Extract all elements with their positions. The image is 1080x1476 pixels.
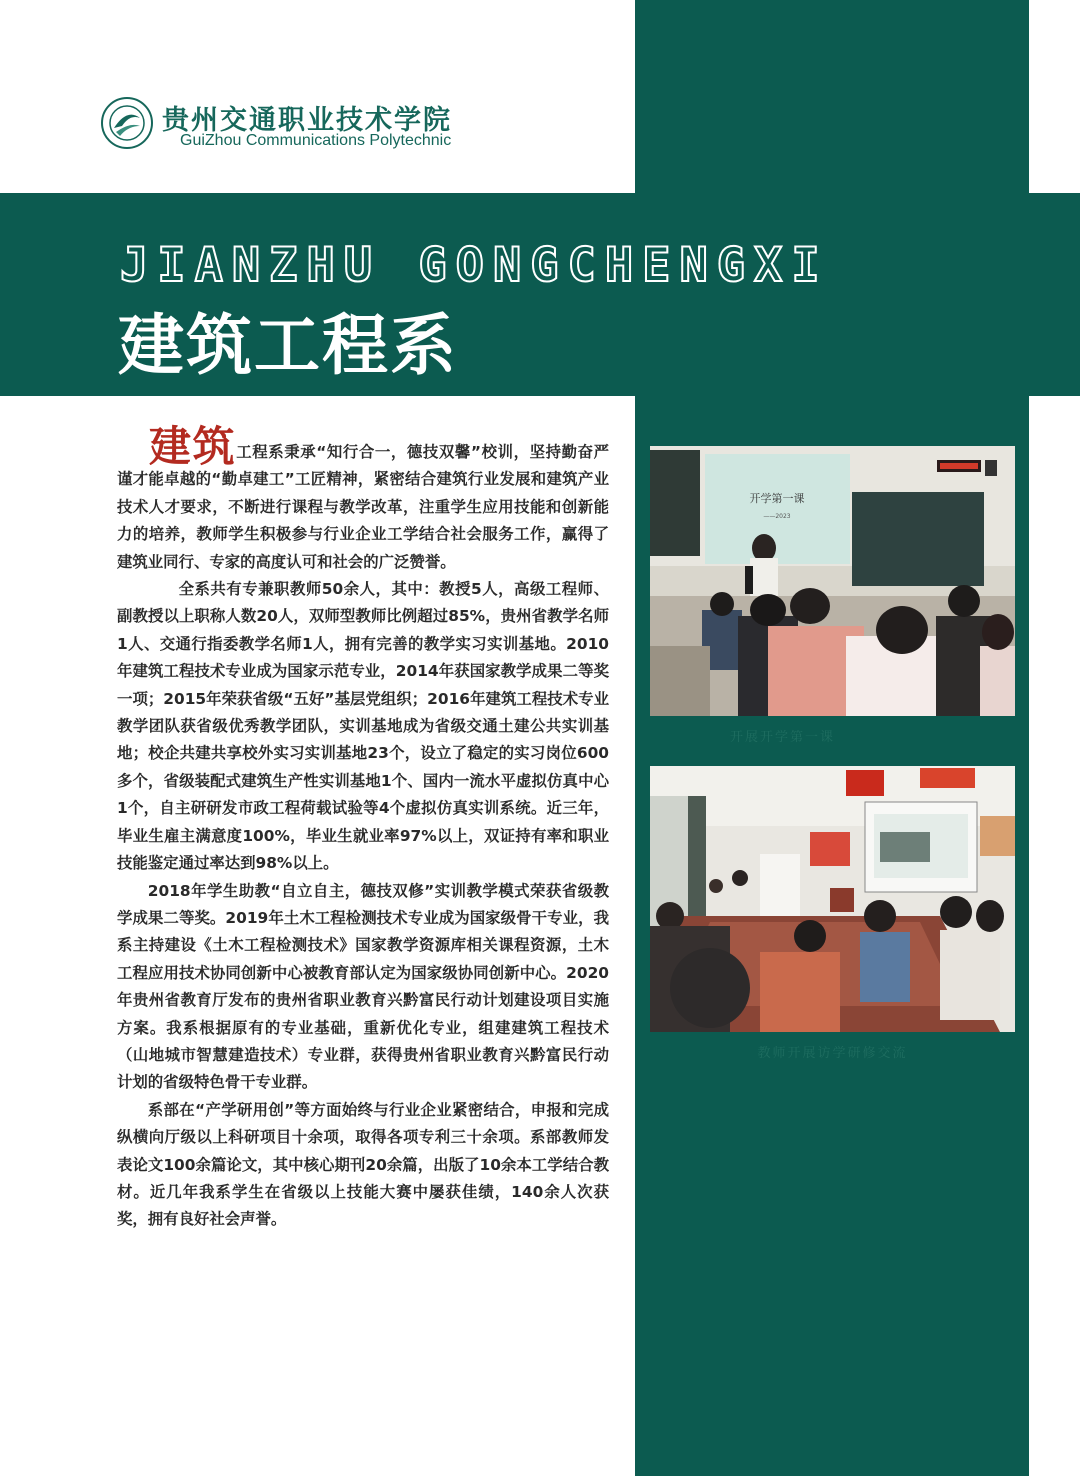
school-emblem-icon (100, 96, 154, 150)
projector-screen-subtitle: ——2023 (763, 513, 791, 520)
department-title: 建筑工程系 (118, 307, 458, 384)
projector-screen-title: 开学第一课 (749, 492, 805, 505)
school-name-cn: 贵州交通职业技术学院 (162, 105, 452, 136)
school-name-en: GuiZhou Communications Polytechnic (180, 132, 452, 149)
intro-paragraph-2: 全系共有专兼职教师50余人，其中：教授5人，高级工程师、副教授以上职称人数20人，双师型教师比例超过85%，贵州省教学名师1人、交通行指委教学名师1人，拥有完善的教学实习实训基地。2010年建筑工程技术专业成为国家示范专业，2014年获国家教学成果二等奖一项；2015年荣获省级“五好”基层党组织；2016年建筑工程技术专业教学团队获省级优秀教学团队，实训基地成为省级交通土建公共实训基地；校企共建共享校外实习实训基地23个，设立了稳定的实习岗位600多个，省级装配式建筑生产性实训基地1个、国内一流水平虚拟仿真中心1个，自主研研发市政工程荷载试验等4个虚拟仿真实训系统。近三年，毕业生雇主满意度100%，毕业生就业率97%以上，双证持有率和职业技能鉴定通过率达到98%以上。 (117, 580, 609, 873)
meeting-photo (650, 766, 1015, 1032)
department-introduction (117, 422, 609, 1234)
intro-paragraph-4: 系部在“产学研用创”等方面始终与行业企业紧密结合，申报和完成纵横向厅级以上科研项目十余项，取得各项专利三十余项。系部教师发表论文100余篇论文，其中核心期刊20余篇，出版了10余本工学结合教材。近几年我系学生在省级以上技能大赛中屡获佳绩，140余人次获奖，拥有良好社会声誉。 (117, 1100, 609, 1229)
dropcap: 建筑 (149, 422, 237, 471)
classroom-photo (650, 446, 1015, 716)
meeting-photo-caption: 教师开展访学研修交流 (757, 1046, 908, 1061)
intro-paragraph-1: 建筑工程系秉承“知行合一，德技双馨”校训，坚持勤奋严谨才能卓越的“勤卓建工”工匠精神，紧密结合建筑行业发展和建筑产业技术人才要求，不断进行课程与教学改革，注重学生应用技能和创新能力的培养，教师学生积极参与行业企业工学结合社会服务工作，赢得了建筑业同行、专家的高度认可和社会的广泛赞誉。 (117, 422, 609, 571)
school-logo (100, 96, 520, 156)
department-pinyin: JIANZHU GONGCHENGXI (120, 238, 829, 293)
intro-paragraph-3: 2018年学生助教“自立自主，德技双修”实训教学模式荣获省级教学成果二等奖。2019年土木工程检测技术专业成为国家级骨干专业，我系主持建设《土木工程检测技术》国家教学资源库相关课程资源，土木工程应用技术协同创新中心被教育部认定为国家级协同创新中心。2020年贵州省教育厅发布的贵州省职业教育兴黔富民行动计划建设项目实施方案。我系根据原有的专业基础，重新优化专业，组建建筑工程技术（山地城市智慧建造技术）专业群，获得贵州省职业教育兴黔富民行动计划的省级特色骨干专业群。 (117, 881, 609, 1092)
classroom-photo-caption: 开展开学第一课 (729, 730, 835, 745)
